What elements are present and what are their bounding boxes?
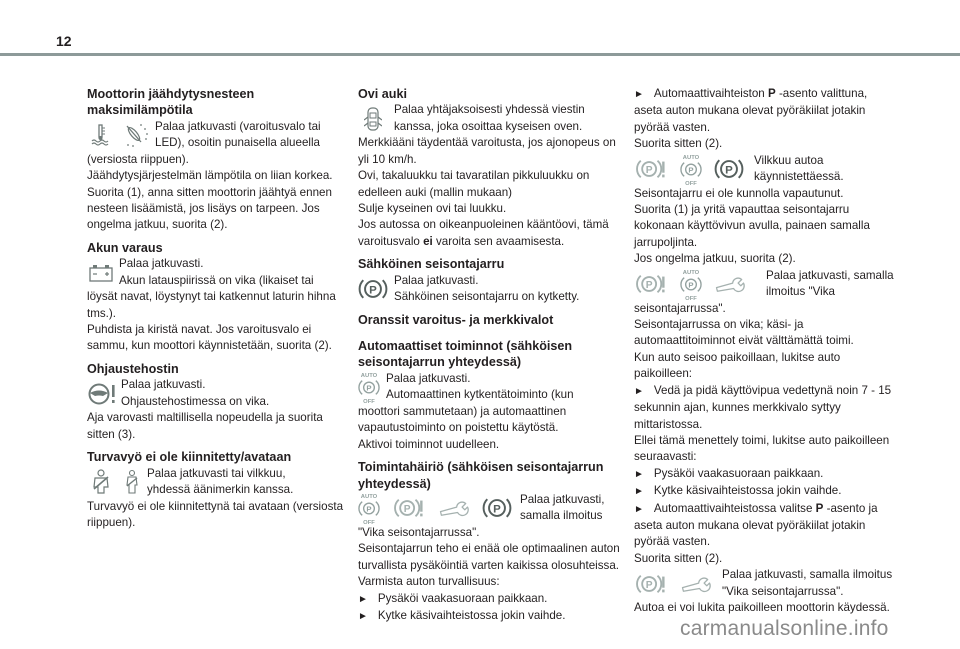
bullet-item: ► Automaattivaihteistossa valitse P -asento ja aseta auton mukana olevat pyöräkiilat jotakin pyörää vasten.: [634, 501, 896, 551]
auto-off-parking-icon: [358, 371, 380, 404]
seatbelt-driver-icon: [91, 469, 111, 495]
icon-caption: käynnistettäessä.: [754, 170, 844, 184]
section-title: Ovi auki: [358, 87, 407, 101]
body-text: Merkkiääni täydentää varoitusta, jos ajonopeus on yli 10 km/h.: [358, 136, 616, 166]
icon-caption: LED), osoitin punaisella alueella: [155, 136, 320, 150]
body-text: Varmista auton turvallisuus:: [358, 575, 500, 589]
icon-caption: Vilkkuu autoa: [754, 153, 824, 167]
body-text: Ovi, takaluukku tai tavaratilan pikkuluukku on edelleen auki (mallin mukaan): [358, 169, 590, 199]
header-divider: [0, 53, 960, 56]
section-steering: [87, 361, 349, 443]
icon-caption: Palaa jatkuvasti (varoitusvalo tai: [155, 119, 321, 133]
body-text: Jäähdytysjärjestelmän lämpötila on liian korkea.: [87, 169, 333, 183]
body-text: Seisontajarrun teho ei enää ole optimaalinen auton turvallista pysäköintiä varten kaikissa olosuhteissa.: [358, 542, 620, 572]
door-open-icon: [364, 105, 382, 133]
parking-brake-icon: [714, 156, 744, 182]
parking-brake-fault-icon: [392, 495, 426, 521]
icon-caption: Ohjaustehostimessa on vika.: [121, 394, 270, 408]
bullet-item: ► Vedä ja pidä käyttövipua vedettynä noin 7 - 15 sekunnin ajan, kunnes merkkivalo syttyy mittaristossa.: [634, 383, 896, 433]
body-text: Sulje kyseinen ovi tai luukku.: [358, 202, 507, 216]
bullet-item: ► Pysäköi vaakasuoraan paikkaan.: [358, 591, 620, 608]
parking-brake-fault-icon: [634, 156, 668, 182]
parking-brake-icon: [358, 276, 388, 302]
icon-caption: "Vika seisontajarrussa".: [722, 584, 844, 598]
section-malfunction: [358, 459, 620, 625]
section-title: Automaattiset toiminnot (sähköisen seisontajarrun yhteydessä): [358, 339, 573, 370]
body-text: Autoa ei voi lukita paikoilleen moottorin käydessä.: [634, 601, 890, 615]
section-title: Moottorin jäähdytysnesteen maksimilämpötila: [87, 87, 255, 118]
parking-brake-icon: [482, 495, 512, 521]
block-engine-running: [634, 567, 896, 600]
body-text: Puhdista ja kiristä navat. Jos varoitusvalo ei sammu, kun moottori käynnistetään, suorita (2).: [87, 323, 332, 353]
icon-caption: kanssa, joka osoittaa kyseisen oven.: [394, 119, 583, 133]
section-title: Ohjaustehostin: [87, 361, 179, 376]
body-text: moottori sammutetaan) ja automaattinen vapautustoiminto on poistettu käytöstä.: [358, 404, 567, 435]
body-text: Jos ongelma jatkuu, suorita (2).: [634, 252, 796, 266]
body-text: Turvavyö ei ole kiinnitettynä tai avataan (versiosta riippuen).: [87, 499, 344, 529]
icon-caption: Automaattinen kytkentätoiminto (kun: [386, 388, 574, 402]
icon-caption: Palaa jatkuvasti.: [121, 378, 206, 392]
body-text: "Vika seisontajarrussa".: [358, 525, 480, 539]
icon-caption: samalla ilmoitus: [520, 509, 603, 523]
bullet-item: ► Kytke käsivaihteistossa jokin vaihde.: [634, 483, 896, 500]
icon-caption: Sähköinen seisontajarru on kytketty.: [394, 290, 580, 304]
section-title: Akun varaus: [87, 240, 163, 255]
temperature-gauge-led-icon: [123, 122, 151, 148]
icon-caption: ilmoitus "Vika: [766, 285, 835, 299]
icon-caption: yhdessä äänimerkin kanssa.: [147, 482, 294, 496]
icon-caption: Palaa jatkuvasti.: [394, 273, 479, 287]
page-number: 12: [56, 33, 72, 49]
icon-caption: Palaa jatkuvasti, samalla: [766, 268, 894, 282]
body-text: seisontajarrussa".: [634, 301, 726, 315]
auto-off-parking-icon: [358, 492, 380, 525]
battery-icon: [87, 262, 115, 284]
block-flashing-start: [634, 153, 896, 186]
coolant-temperature-icon: [89, 123, 113, 147]
bullet-item: ► Kytke käsivaihteistossa jokin vaihde.: [358, 608, 620, 625]
body-text: Suorita (1) ja yritä vapauttaa seisontajarru kokonaan käyttövivun avulla, painaen samalla jarrupoljinta.: [634, 203, 870, 249]
body-text: Jos autossa on oikeanpuoleinen kääntöovi, tämä varoitusvalo ei varoita sen avaamisesta.: [358, 218, 609, 248]
wrench-icon: [714, 275, 746, 293]
wrench-icon: [680, 575, 712, 593]
watermark: carmanualsonline.info: [680, 617, 889, 640]
bullet-item: ► Pysäköi vaakasuoraan paikkaan.: [634, 466, 896, 483]
parking-brake-fault-icon: [634, 271, 668, 297]
section-auto-functions: [358, 338, 620, 453]
icon-caption: Palaa jatkuvasti.: [386, 371, 471, 385]
icon-caption: Palaa jatkuvasti tai vilkkuu,: [147, 466, 286, 480]
body-text: Aja varovasti maltillisella nopeudella ja suorita sitten (3).: [87, 411, 323, 441]
section-seatbelt: [87, 449, 349, 531]
section-parking-brake: [358, 256, 620, 305]
steering-wheel-warning-icon: [87, 381, 117, 407]
bullet-item: ► Automaattivaihteiston P -asento valittuna, aseta auton mukana olevat pyöräkiilat jotakin pyörää vasten.: [634, 86, 896, 136]
body-text: Ellei tämä menettely toimi, lukitse auto paikoilleen seuraavasti:: [634, 433, 890, 464]
block-parking-brake-fault: [634, 268, 896, 301]
section-coolant: [87, 86, 349, 234]
section-title: Toimintahäiriö (sähköisen seisontajarrun yhteydessä): [358, 460, 604, 491]
icon-caption: Akun latauspiirissä on vika (likaiset tai: [119, 273, 314, 287]
seatbelt-passenger-icon: [125, 469, 139, 495]
body-text: löysät navat, löystynyt tai katkennut laturin hihna tms.).: [87, 290, 336, 320]
section-title: Sähköinen seisontajarru: [358, 257, 505, 272]
body-text: Seisontajarrussa on vika; käsi- ja automaattitoiminnot eivät välttämättä toimi.: [634, 318, 854, 348]
column-2: [358, 86, 620, 631]
wrench-icon: [438, 499, 470, 517]
section-title: Turvavyö ei ole kiinnitetty/avataan: [87, 450, 292, 465]
body-text: Suorita sitten (2).: [634, 137, 723, 151]
column-3: [634, 86, 896, 617]
body-text: Suorita sitten (2).: [634, 551, 723, 565]
auto-off-parking-icon: [680, 268, 702, 301]
section-battery: [87, 240, 349, 355]
body-text: (versiosta riippuen).: [87, 152, 189, 166]
section-door-open: [358, 86, 620, 250]
column-1: [87, 86, 349, 537]
auto-off-parking-icon: [680, 153, 702, 186]
parking-brake-fault-icon: [634, 571, 668, 597]
icon-caption: Palaa yhtäjaksoisesti yhdessä viestin: [394, 103, 585, 117]
body-text: Aktivoi toiminnot uudelleen.: [358, 437, 500, 451]
icon-caption: Palaa jatkuvasti, samalla ilmoitus: [722, 568, 893, 582]
orange-warnings-heading: Oranssit varoitus- ja merkkivalot: [358, 312, 554, 327]
icon-caption: Palaa jatkuvasti.: [119, 257, 204, 271]
body-text: Kun auto seisoo paikoillaan, lukitse auto paikoilleen:: [634, 350, 841, 381]
body-text: Seisontajarru ei ole kunnolla vapautunut.: [634, 186, 844, 200]
body-text: Suorita (1), anna sitten moottorin jäähtyä ennen nesteen lisäämistä, jos lisäys on tarpeen. Jos ongelma jatkuu, suorita (2).: [87, 185, 332, 232]
icon-caption: Palaa jatkuvasti,: [520, 492, 605, 506]
